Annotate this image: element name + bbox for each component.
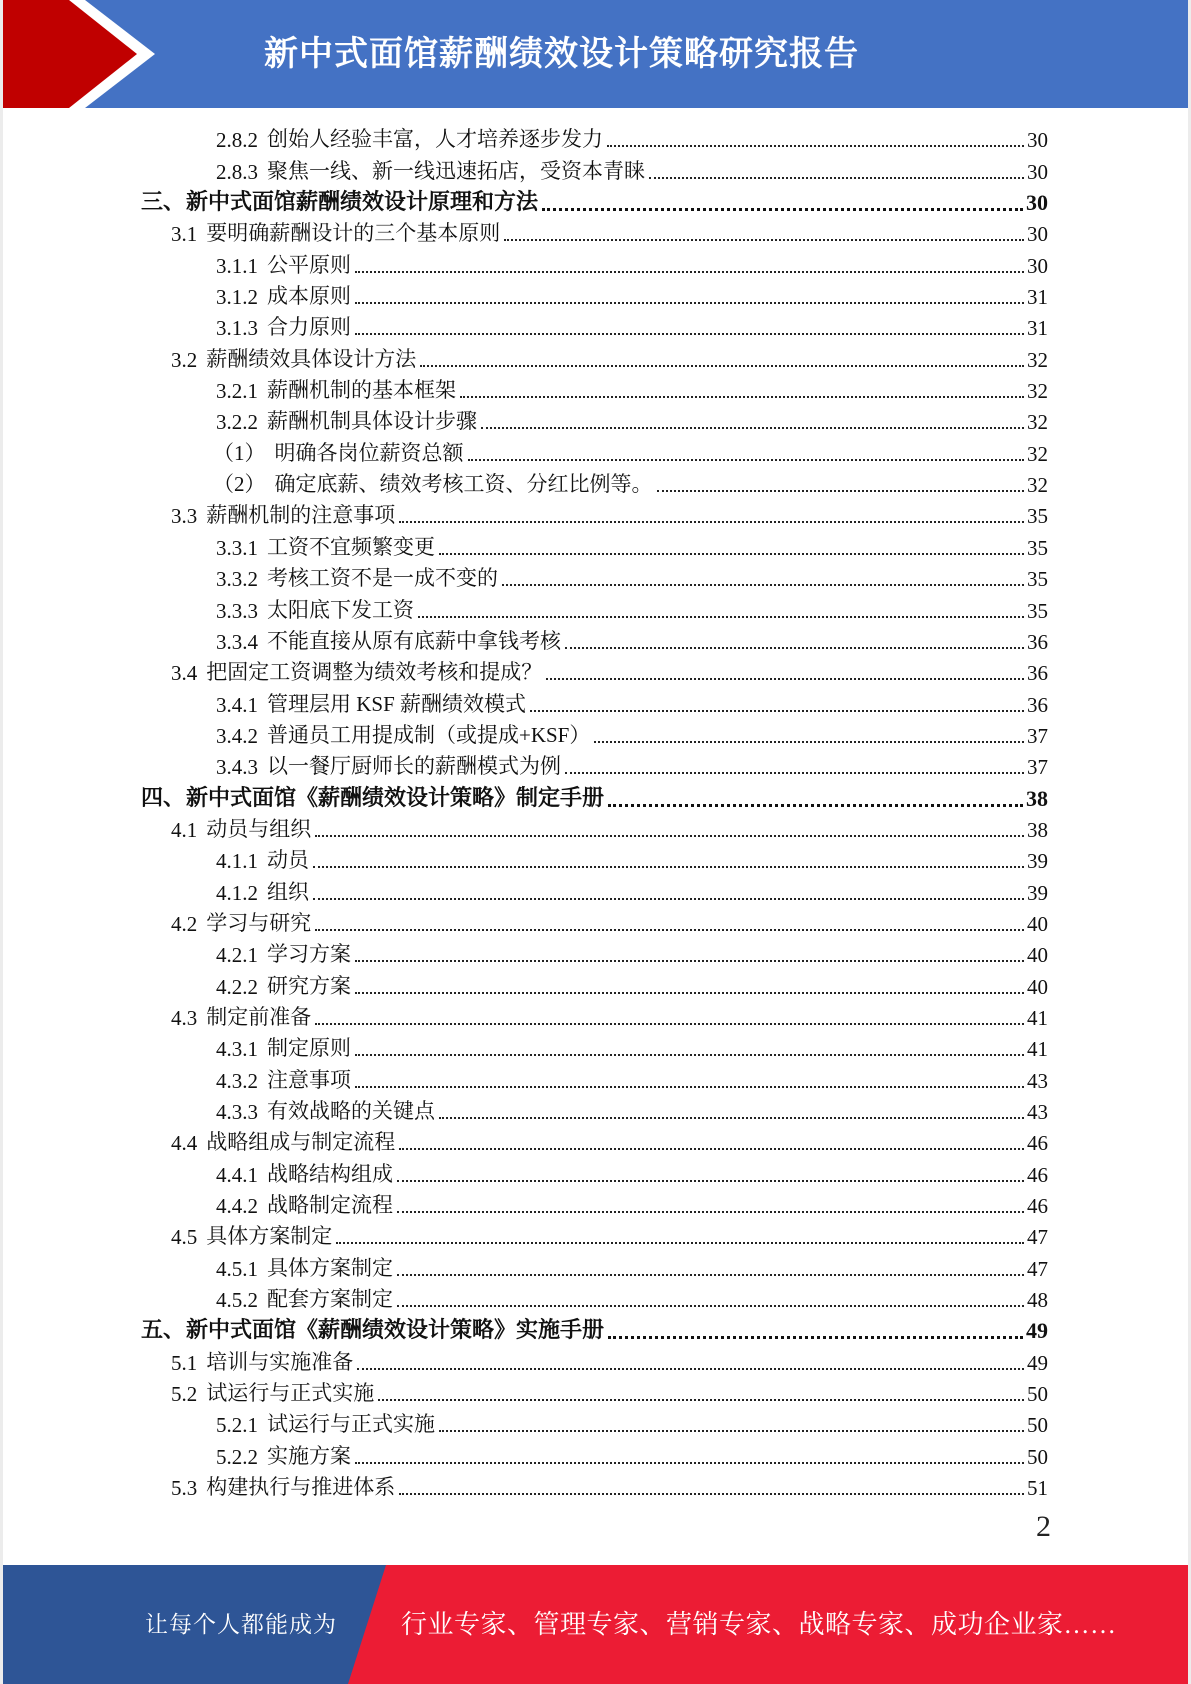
toc-entry[interactable] xyxy=(3,281,1048,312)
toc-list xyxy=(3,124,1048,1503)
toc-entry-title: 实施方案 xyxy=(267,1443,351,1468)
toc-entry[interactable] xyxy=(3,531,1048,562)
toc-entry[interactable] xyxy=(3,751,1048,782)
toc-entry[interactable] xyxy=(3,720,1048,751)
toc-entry-number: 3.2 xyxy=(171,347,198,372)
toc-entry-number: 4.5.1 xyxy=(216,1256,258,1281)
dot-leader xyxy=(481,427,1024,429)
toc-entry-page: 36 xyxy=(1027,661,1048,686)
toc-entry[interactable] xyxy=(3,1127,1048,1158)
toc-entry[interactable] xyxy=(3,1315,1048,1346)
toc-entry-page: 32 xyxy=(1027,379,1048,404)
toc-entry[interactable] xyxy=(3,1158,1048,1189)
dot-leader xyxy=(657,490,1025,492)
toc-entry-title: 普通员工用提成制（或提成+KSF） xyxy=(267,722,591,747)
toc-entry-page: 37 xyxy=(1027,755,1048,780)
toc-entry-number: 3.1.3 xyxy=(216,316,258,341)
toc-entry-number: 4.3.3 xyxy=(216,1100,258,1124)
toc-entry[interactable] xyxy=(3,249,1048,280)
toc-entry[interactable] xyxy=(3,124,1048,155)
toc-entry-title: 公平原则 xyxy=(267,252,351,277)
dot-leader xyxy=(397,1274,1024,1276)
toc-entry-number: 3.2.2 xyxy=(216,410,258,435)
toc-entry-page: 31 xyxy=(1027,285,1048,310)
toc-entry-number: 4.3 xyxy=(171,1005,198,1030)
dot-leader xyxy=(355,333,1024,335)
dot-leader xyxy=(313,866,1024,868)
toc-entry-number: 3.4.1 xyxy=(216,692,258,717)
toc-entry-page: 50 xyxy=(1027,1382,1048,1407)
toc-entry[interactable] xyxy=(3,1440,1048,1471)
toc-entry-number: 4.1.2 xyxy=(216,880,258,905)
toc-entry-page: 46 xyxy=(1027,1162,1048,1187)
toc-entry-title: 把固定工资调整为绩效考核和提成？ xyxy=(206,660,543,685)
toc-entry-page: 36 xyxy=(1027,629,1048,654)
toc-entry[interactable] xyxy=(3,437,1048,468)
toc-entry-page: 50 xyxy=(1027,1413,1048,1438)
toc-entry-page: 39 xyxy=(1027,849,1048,874)
dot-leader xyxy=(460,396,1024,398)
toc-entry-number: （1） xyxy=(213,440,266,465)
toc-entry[interactable] xyxy=(3,970,1048,1001)
dot-leader xyxy=(399,521,1024,523)
dot-leader xyxy=(594,741,1024,743)
dot-leader xyxy=(420,365,1024,367)
toc-entry-title: 动员 xyxy=(267,848,309,873)
dot-leader xyxy=(336,1242,1024,1244)
dot-leader xyxy=(439,553,1024,555)
toc-entry-page: 31 xyxy=(1027,316,1048,341)
toc-entry[interactable] xyxy=(3,1409,1048,1440)
dot-leader xyxy=(315,929,1024,931)
toc-entry[interactable] xyxy=(3,1002,1048,1033)
toc-entry[interactable] xyxy=(3,688,1048,719)
toc-entry-number: 3.3.1 xyxy=(216,535,258,560)
dot-leader xyxy=(418,616,1024,618)
toc-entry-page: 48 xyxy=(1027,1288,1048,1313)
dot-leader xyxy=(397,1305,1024,1307)
toc-entry-number: 3.2.1 xyxy=(216,379,258,404)
toc-entry-page: 39 xyxy=(1027,880,1048,905)
toc-entry-number: 3.3.3 xyxy=(216,598,258,623)
toc-entry[interactable] xyxy=(3,594,1048,625)
toc-entry-number: 5.3 xyxy=(171,1476,198,1501)
toc-entry[interactable] xyxy=(3,1378,1048,1409)
toc-entry-title: 成本原则 xyxy=(267,284,351,309)
toc-entry-title: 构建执行与推进体系 xyxy=(206,1475,396,1500)
dot-leader xyxy=(315,835,1024,837)
report-title: 新中式面馆薪酬绩效设计策略研究报告 xyxy=(264,35,859,73)
toc-entry[interactable] xyxy=(3,657,1048,688)
toc-entry-number: 4.2.2 xyxy=(216,974,258,999)
toc-entry-title: 制定原则 xyxy=(267,1036,351,1061)
toc-entry-title: 试运行与正式实施 xyxy=(206,1381,375,1406)
toc-entry-number: 3.1.2 xyxy=(216,285,258,310)
toc-entry-page: 46 xyxy=(1027,1131,1048,1156)
toc-entry-page: 30 xyxy=(1027,128,1048,153)
toc-entry-page: 51 xyxy=(1027,1476,1048,1501)
toc-entry-number: 4.5 xyxy=(171,1225,198,1250)
toc-entry-page: 38 xyxy=(1027,817,1048,842)
dot-leader xyxy=(608,804,1023,807)
toc-entry-number: 3.4.3 xyxy=(216,755,258,780)
toc-entry-page: 43 xyxy=(1027,1100,1048,1124)
toc-entry-number: 4.2 xyxy=(171,911,198,936)
toc-entry-title: 具体方案制定 xyxy=(206,1224,333,1249)
toc-entry-title: 学习与研究 xyxy=(206,910,312,935)
toc-entry[interactable] xyxy=(3,406,1048,437)
toc-entry-number: 4.1.1 xyxy=(216,849,258,874)
toc-entry-number: 4.3.2 xyxy=(216,1068,258,1093)
toc-entry-number: 3.1 xyxy=(171,222,198,247)
toc-entry-number: （2） xyxy=(213,472,266,497)
toc-entry-title: 考核工资不是一成不变的 xyxy=(267,566,498,591)
toc-entry-title: 工资不宜频繁变更 xyxy=(267,534,435,559)
toc-entry-title: 以一餐厅厨师长的薪酬模式为例 xyxy=(267,754,561,779)
toc-entry-page: 32 xyxy=(1027,473,1048,498)
toc-entry-number: 2.8.3 xyxy=(216,159,258,184)
toc-entry-title: 组织 xyxy=(267,879,309,904)
toc-entry-title: 薪酬机制具体设计步骤 xyxy=(267,409,477,434)
dot-leader xyxy=(468,459,1025,461)
dot-leader xyxy=(355,1054,1024,1056)
toc-entry-title: 试运行与正式实施 xyxy=(267,1412,435,1437)
toc-entry-number: 4.3.1 xyxy=(216,1037,258,1062)
toc-entry-number: 四、 xyxy=(141,784,186,810)
toc-entry-number: 3.3 xyxy=(171,504,198,529)
toc-entry-page: 32 xyxy=(1027,347,1048,372)
toc-entry-page: 30 xyxy=(1027,222,1048,247)
toc-entry[interactable] xyxy=(3,187,1048,218)
toc-entry-title: 研究方案 xyxy=(267,973,351,998)
toc-entry-page: 40 xyxy=(1027,974,1048,999)
toc-entry[interactable] xyxy=(3,939,1048,970)
toc-entry-title: 薪酬机制的基本框架 xyxy=(267,378,456,403)
toc-entry-title: 合力原则 xyxy=(267,315,351,340)
toc-entry[interactable] xyxy=(3,1284,1048,1315)
header-banner xyxy=(3,0,1188,108)
toc-entry-title: 新中式面馆《薪酬绩效设计策略》实施手册 xyxy=(186,1317,605,1343)
toc-entry-page: 47 xyxy=(1027,1256,1048,1281)
toc-entry-title: 太阳底下发工资 xyxy=(267,597,414,622)
toc-entry-title: 新中式面馆薪酬绩效设计原理和方法 xyxy=(186,189,539,215)
toc-entry-title: 创始人经验丰富，人才培养逐步发力 xyxy=(267,127,603,152)
toc-entry[interactable] xyxy=(3,500,1048,531)
toc-entry-page: 41 xyxy=(1027,1005,1048,1030)
page-number: 2 xyxy=(1036,1510,1051,1543)
dot-leader xyxy=(542,208,1023,211)
toc-entry-title: 明确各岗位薪资总额 xyxy=(274,440,464,465)
toc-entry-page: 35 xyxy=(1027,598,1048,623)
dot-leader xyxy=(608,1336,1023,1339)
toc-entry-page: 30 xyxy=(1026,190,1048,216)
toc-entry-title: 薪酬绩效具体设计方法 xyxy=(206,346,417,371)
dot-leader xyxy=(504,239,1024,241)
dot-leader xyxy=(355,302,1024,304)
toc-entry[interactable] xyxy=(3,155,1048,186)
toc-entry[interactable] xyxy=(3,218,1048,249)
dot-leader xyxy=(530,710,1024,712)
dot-leader xyxy=(439,1117,1024,1119)
toc-entry-page: 35 xyxy=(1027,504,1048,529)
toc-entry-title: 注意事项 xyxy=(267,1067,351,1092)
toc-entry-title: 不能直接从原有底薪中拿钱考核 xyxy=(267,628,561,653)
toc-entry-title: 制定前准备 xyxy=(206,1004,312,1029)
footer-banner xyxy=(3,1565,1191,1684)
toc-entry-page: 49 xyxy=(1027,1350,1048,1375)
toc-entry-title: 聚焦一线、新一线迅速拓店，受资本青睐 xyxy=(267,158,645,183)
toc-entry-title: 要明确薪酬设计的三个基本原则 xyxy=(206,221,501,246)
toc-entry[interactable] xyxy=(3,1190,1048,1221)
dot-leader xyxy=(607,145,1024,147)
toc-entry[interactable] xyxy=(3,1472,1048,1503)
toc-entry-number: 4.2.1 xyxy=(216,943,258,968)
dot-leader xyxy=(397,1180,1024,1182)
toc-entry-title: 有效战略的关键点 xyxy=(267,1099,435,1123)
toc-entry-number: 4.4 xyxy=(171,1131,198,1156)
dot-leader xyxy=(378,1399,1024,1401)
toc-entry-page: 36 xyxy=(1027,692,1048,717)
toc-entry-page: 35 xyxy=(1027,567,1048,592)
toc-entry-title: 具体方案制定 xyxy=(267,1255,393,1280)
footer-slogan-left: 让每个人都能成为 xyxy=(145,1612,337,1637)
footer-slogan-right: 行业专家、管理专家、营销专家、战略专家、成功企业家…… xyxy=(401,1610,1117,1639)
toc-entry-page: 38 xyxy=(1026,785,1048,811)
dot-leader xyxy=(355,960,1024,962)
toc-entry-number: 5.2 xyxy=(171,1382,198,1407)
toc-entry-title: 战略制定流程 xyxy=(267,1193,393,1218)
toc-entry-title: 确定底薪、绩效考核工资、分红比例等。 xyxy=(274,472,653,497)
toc-entry[interactable] xyxy=(3,845,1048,876)
toc-entry-number: 4.4.1 xyxy=(216,1162,258,1187)
toc-entry-title: 培训与实施准备 xyxy=(206,1349,354,1374)
toc-entry-page: 47 xyxy=(1027,1225,1048,1250)
dot-leader xyxy=(355,992,1024,994)
toc-entry-number: 三、 xyxy=(141,189,186,215)
toc-entry-page: 30 xyxy=(1027,253,1048,278)
toc-entry-page: 40 xyxy=(1027,943,1048,968)
toc-entry-number: 3.4.2 xyxy=(216,723,258,748)
dot-leader xyxy=(649,177,1024,179)
toc-entry-page: 37 xyxy=(1027,723,1048,748)
toc-entry[interactable] xyxy=(3,782,1048,813)
toc-entry-title: 管理层用 KSF 薪酬绩效模式 xyxy=(267,691,527,716)
toc-entry-title: 战略结构组成 xyxy=(267,1161,393,1186)
toc-entry-number: 3.4 xyxy=(171,661,198,686)
toc-entry-page: 32 xyxy=(1027,441,1048,466)
dot-leader xyxy=(502,584,1024,586)
toc-entry-number: 3.1.1 xyxy=(216,253,258,278)
toc-entry-title: 配套方案制定 xyxy=(267,1287,393,1312)
toc-entry-title: 学习方案 xyxy=(267,942,351,967)
toc-entry-page: 43 xyxy=(1027,1068,1048,1093)
dot-leader xyxy=(565,772,1024,774)
toc-entry-title: 战略组成与制定流程 xyxy=(206,1130,396,1155)
toc-entry-title: 新中式面馆《薪酬绩效设计策略》制定手册 xyxy=(186,784,605,810)
dot-leader xyxy=(399,1493,1024,1495)
dot-leader xyxy=(546,678,1024,680)
dot-leader xyxy=(355,1462,1024,1464)
toc-entry-number: 2.8.2 xyxy=(216,128,258,153)
toc-entry-page: 40 xyxy=(1027,911,1048,936)
toc-entry[interactable] xyxy=(3,375,1048,406)
toc-entry-number: 4.5.2 xyxy=(216,1288,258,1313)
toc-entry[interactable] xyxy=(3,876,1048,907)
toc-entry[interactable] xyxy=(3,343,1048,374)
toc-entry[interactable] xyxy=(3,626,1048,657)
toc-entry-title: 薪酬机制的注意事项 xyxy=(206,503,396,528)
toc-entry[interactable] xyxy=(3,1346,1048,1377)
toc-entry[interactable] xyxy=(3,312,1048,343)
dot-leader xyxy=(315,1023,1024,1025)
toc-entry-number: 5.1 xyxy=(171,1350,198,1375)
dot-leader xyxy=(439,1430,1024,1432)
toc-entry[interactable] xyxy=(3,1221,1048,1252)
toc-entry-page: 30 xyxy=(1027,159,1048,184)
dot-leader xyxy=(565,647,1024,649)
toc-entry-number: 五、 xyxy=(141,1317,186,1343)
toc-entry[interactable] xyxy=(3,908,1048,939)
toc-entry-page: 49 xyxy=(1026,1318,1048,1344)
toc-entry-page: 50 xyxy=(1027,1444,1048,1469)
toc-entry-number: 4.1 xyxy=(171,817,198,842)
toc-entry-number: 3.3.2 xyxy=(216,567,258,592)
toc-entry-title: 动员与组织 xyxy=(206,816,312,841)
dot-leader xyxy=(355,1086,1024,1088)
toc-entry-page: 46 xyxy=(1027,1194,1048,1219)
toc-entry-number: 4.4.2 xyxy=(216,1194,258,1219)
dot-leader xyxy=(399,1148,1024,1150)
dot-leader xyxy=(397,1211,1024,1213)
toc-entry-page: 32 xyxy=(1027,410,1048,435)
toc-entry[interactable] xyxy=(3,563,1048,594)
dot-leader xyxy=(355,271,1024,273)
toc-entry[interactable] xyxy=(3,1064,1048,1095)
toc-entry[interactable] xyxy=(3,1096,1048,1127)
toc-entry-page: 35 xyxy=(1027,535,1048,560)
toc-entry-page: 41 xyxy=(1027,1037,1048,1062)
toc-entry[interactable] xyxy=(3,469,1048,500)
toc-entry[interactable] xyxy=(3,1252,1048,1283)
dot-leader xyxy=(357,1368,1024,1370)
toc-entry[interactable] xyxy=(3,1033,1048,1064)
toc-entry-number: 3.3.4 xyxy=(216,629,258,654)
toc-entry-number: 5.2.1 xyxy=(216,1413,258,1438)
toc-entry-number: 5.2.2 xyxy=(216,1444,258,1469)
dot-leader xyxy=(313,898,1024,900)
toc-entry[interactable] xyxy=(3,814,1048,845)
